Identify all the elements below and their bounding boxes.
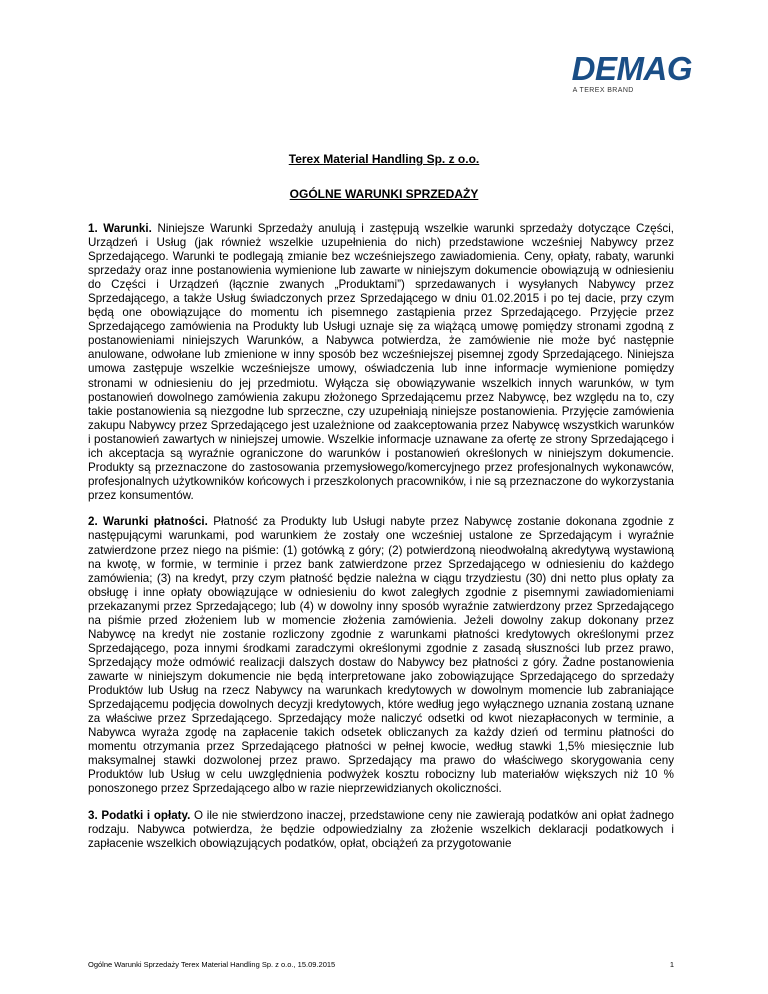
company-name: Terex Material Handling Sp. z o.o. bbox=[288, 152, 480, 166]
section-2 bbox=[88, 515, 674, 796]
document-title: OGÓLNE WARUNKI SPRZEDAŻY bbox=[289, 187, 479, 201]
section-1-heading: 1. Warunki. bbox=[88, 222, 152, 235]
section-2-heading: 2. Warunki płatności. bbox=[88, 515, 208, 529]
logo-tagline: A TEREX BRAND bbox=[572, 87, 634, 94]
section-3-text: O ile nie stwierdzono inaczej, przedstawione ceny nie zawierają podatków ani opłat żadnego rodzaju. Nabywca potwierdza, że będzie odpowiedzialny za złożenie wszelkich deklaracji podatkowych i zapłacenie wszelkich obowiązujących podatków, opłat, obciążeń za przygotowanie bbox=[88, 808, 674, 850]
document-body bbox=[88, 222, 674, 864]
section-3-heading: 3. Podatki i opłaty. bbox=[88, 808, 191, 822]
section-1-text: Niniejsze Warunki Sprzedaży anulują i zastępują wszelkie warunki sprzedaży dotyczące Części, Urządzeń i Usług (jak również wszelkie uzupełnienia do nich) przedstawione wcześniej Nabywcy przez Sprzedającego. Warunki te podlegają zmianie bez wcześniejszego zawiadomienia. Ceny, opłaty, rabaty, warunki sprzedaży oraz inne postanowienia wymienione lub zawarte w niniejszym dokumencie obowiązują w odniesieniu do Części i Urządzeń (łącznie zwanych „Produktami”) sprzedawanych i wysyłanych Nabywcy przez Sprzedającego, a także Usług świadczonych przez Sprzedającego w dniu 01.02.2015 i po tej dacie, przy czym będą one obowiązujące do momentu ich pisemnego zastąpienia przez Sprzedającego. Przyjęcie przez Sprzedającego zamówienia na Produkty lub Usługi uznaje się za wiążącą umowę pomiędzy stronami zgodną z postanowieniami niniejszych Warunków, a Nabywca potwierdza, że zamówienie nie może być następnie anulowane, odwołane lub zmienione w inny sposób bez wcześniejszej pisemnej zgody Sprzedającego. Niniejsza umowa zastępuje wszelkie wcześniejsze umowy, oświadczenia lub inne informacje wymienione pomiędzy stronami w odniesieniu do jej przedmiotu. Wyłącza się obowiązywanie wszelkich innych warunków, w tym postanowień dowolnego zamówienia zakupu złożonego Sprzedającemu przez Nabywcę, bez względu na to, czy takie postanowienia są niezgodne lub sprzeczne, czy uzupełniają niniejsze postanowienia. Przyjęcie zamówienia zakupu Nabywcy przez Sprzedającego jest uzależnione od zaakceptowania przez Nabywcę wszystkich warunków i postanowień zawartych w niniejszej umowie. Wszelkie informacje uznawane za ofertę ze strony Sprzedającego i ich akceptacja są wyraźnie ograniczone do warunków i postanowień określonych w niniejszym dokumencie. Produkty są przeznaczone do zastosowania przemysłowego/komercyjnego przez profesjonalnych wykonawców, profesjonalnych użytkowników końcowych i przeszkolonych pracowników, i nie są przeznaczone do wykorzystania przez konsumentów. bbox=[88, 222, 674, 502]
footer-text: Ogólne Warunki Sprzedaży Terex Material Handling Sp. z o.o., 15.09.2015 bbox=[88, 960, 336, 969]
section-2-text: Płatność za Produkty lub Usługi nabyte przez Nabywcę zostanie dokonana zgodnie z następującymi warunkami, pod warunkiem że zostały one wcześniej ustalone ze Sprzedającym i wyraźnie zatwierdzone przez niego na piśmie: (1) gotówką z góry; (2) potwierdzoną nieodwołalną akredytywą wystawioną na kwotę, w formie, w terminie i przez bank zatwierdzone przez Sprzedającego w odniesieniu do każdego zamówienia; (3) na kredyt, przy czym płatność będzie należna w ciągu trzydziestu (30) dni netto plus opłaty za obsługę i inne opłaty obowiązujące w odniesieniu do kwot zaległych zgodnie z pisemnymi zawiadomieniami przekazanymi przez Sprzedającego; lub (4) w dowolny inny sposób wyraźnie zatwierdzony przez Sprzedającego na piśmie przed złożeniem lub w momencie złożenia zamówienia. Jeżeli dowolny zakup dokonany przez Nabywcę na kredyt nie zostanie rozliczony zgodnie z warunkami płatności kredytowych określonymi przez Sprzedającego, poza innymi środkami zaradczymi określonymi zgodnie z zasadą słuszności lub przez prawo, Sprzedający może odmówić realizacji dalszych dostaw do Nabywcy bez płatności z góry. Żadne postanowienia zawarte w niniejszym dokumencie nie będą interpretowane jako zobowiązujące Sprzedającego do sprzedaży Produktów lub Usług na rzecz Nabywcy na warunkach kredytowych w dowolnym momencie lub zabraniające Sprzedającemu podjęcia dowolnych decyzji kredytowych, które według jego wyłącznego uznania zostaną uznane za właściwe przez Sprzedającego. Sprzedający może naliczyć odsetki od kwot niezapłaconych w terminie, a Nabywca wyraża zgodę na zapłacenie takich odsetek obliczanych za każdy dzień od terminu płatności do momentu otrzymania przez Sprzedającego płatności w pełnej kwocie, według stawki 1,5% miesięcznie lub maksymalnej stawki dozwolonej przez prawo. Sprzedający ma prawo do właściwego skorygowania ceny Produktów lub Usług w celu uwzględnienia podwyżek kosztu robocizny lub materiałów większych niż 10 % ponoszonego przez Sprzedającego albo w razie nieprzewidzianych okoliczności. bbox=[88, 515, 674, 796]
section-3 bbox=[88, 809, 674, 851]
page-number: 1 bbox=[669, 960, 674, 969]
logo-wordmark: DEMAG bbox=[571, 50, 692, 87]
page-footer bbox=[88, 960, 674, 969]
demag-logo bbox=[572, 52, 692, 94]
section-1 bbox=[88, 222, 674, 503]
